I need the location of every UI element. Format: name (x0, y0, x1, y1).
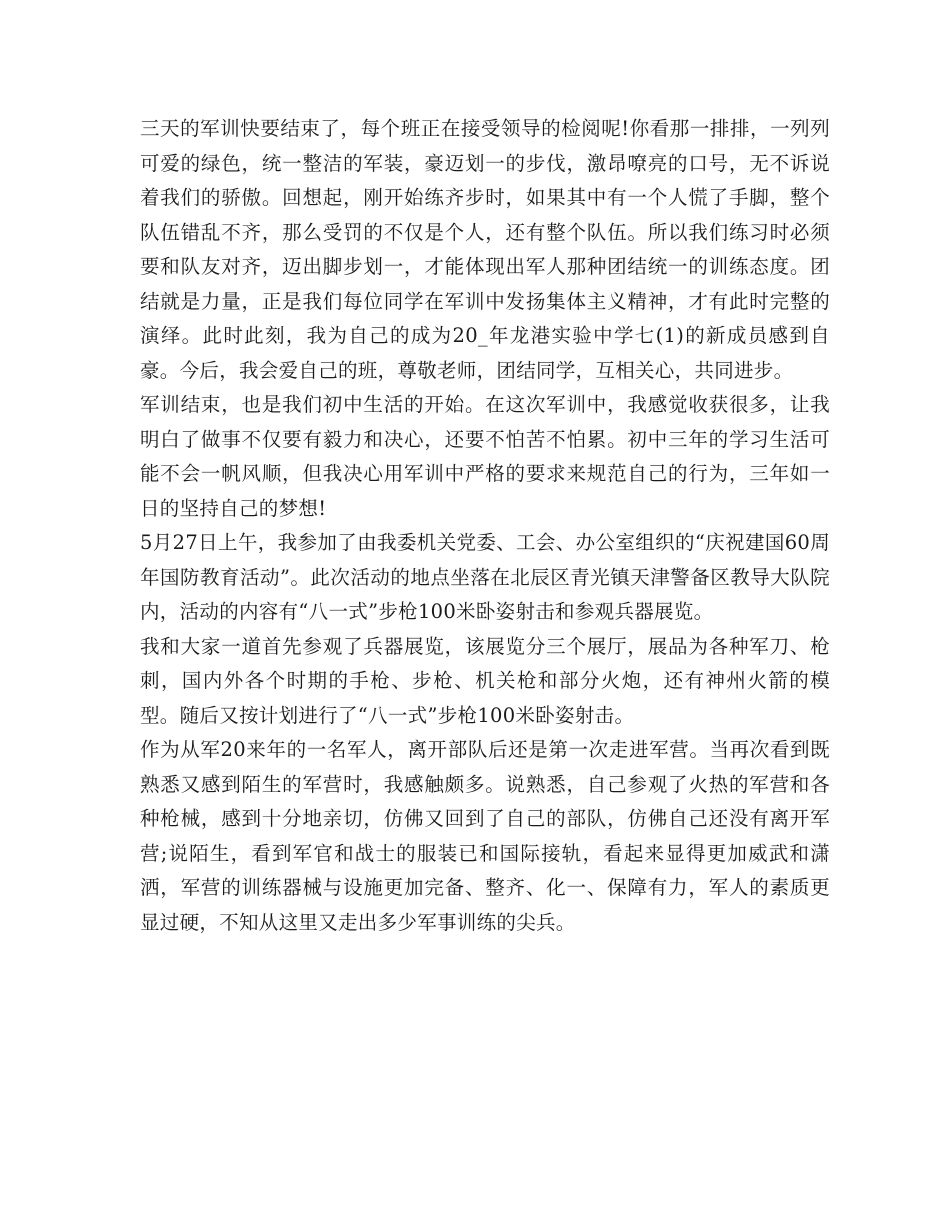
document-body (140, 112, 830, 940)
paragraph-weapons-exhibition: 我和大家一道首先参观了兵器展览，该展览分三个展厅，展品为各种军刀、枪刺，国内外各个时期的手枪、步枪、机关枪和部分火炮，还有神州火箭的模型。随后又按计划进行了“八一式”步枪100米卧姿射击。 (140, 634, 830, 727)
paragraph-training-conclusion: 军训结束，也是我们初中生活的开始。在这次军训中，我感觉收获很多，让我明白了做事不仅要有毅力和决心，还要不怕苦不怕累。初中三年的学习生活可能不会一帆风顺，但我决心用军训中严格的要求来规范自己的行为，三年如一日的坚持自己的梦想! (140, 393, 830, 520)
paragraph-veteran-reflection: 作为从军20来年的一名军人，离开部队后还是第一次走进军营。当再次看到既熟悉又感到陌生的军营时，我感触颇多。说熟悉，自己参观了火热的军营和各种枪械，感到十分地亲切，仿佛又回到了自己的部队，仿佛自己还没有离开军营;说陌生，看到军官和战士的服装已和国际接轨，看起来显得更加威武和潇洒，军营的训练器械与设施更加完备、整齐、化一、保障有力，军人的素质更显过硬，不知从这里又走出多少军事训练的尖兵。 (140, 738, 830, 934)
paragraph-defense-education-event: 5月27日上午，我参加了由我委机关党委、工会、办公室组织的“庆祝建国60周年国防教育活动”。此次活动的地点坐落在北辰区青光镇天津警备区教导大队院内，活动的内容有“八一式”步枪100米卧姿射击和参观兵器展览。 (140, 531, 830, 623)
paragraph-military-training-review: 三天的军训快要结束了，每个班正在接受领导的检阅呢!你看那一排排，一列列可爱的绿色，统一整洁的军装，豪迈划一的步伐，激昂嘹亮的口号，无不诉说着我们的骄傲。回想起，刚开始练齐步时，如果其中有一个人慌了手脚，整个队伍错乱不齐，那么受罚的不仅是个人，还有整个队伍。所以我们练习时必须要和队友对齐，迈出脚步划一，才能体现出军人那种团结统一的训练态度。团结就是力量，正是我们每位同学在军训中发扬集体主义精神，才有此时完整的演绎。此时此刻，我为自己的成为20_年龙港实验中学七(1)的新成员感到自豪。今后，我会爱自己的班，尊敬老师，团结同学，互相关心，共同进步。 (140, 117, 830, 382)
